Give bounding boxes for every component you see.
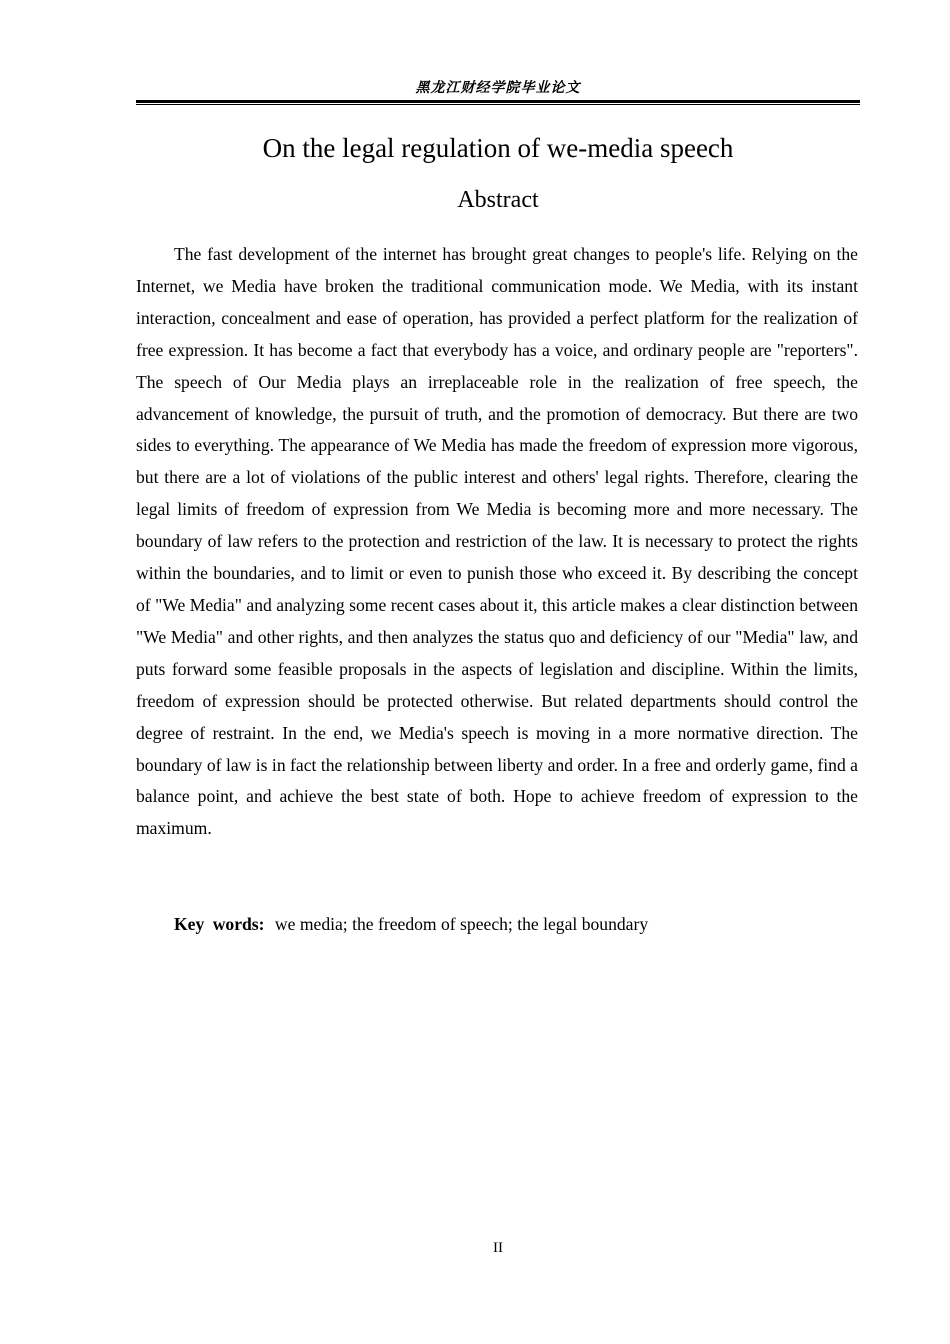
paper-title: On the legal regulation of we-media speech [262, 133, 734, 163]
abstract-heading: Abstract [457, 187, 539, 213]
keywords-line [174, 909, 858, 939]
keywords-label: Key words: [174, 914, 265, 934]
page-header-institution: 黑龙江财经学院毕业论文 [415, 80, 581, 96]
header-rule-thick [136, 100, 860, 103]
keywords-value: we media; the freedom of speech; the legal boundary [274, 914, 649, 934]
header-rule-thin [136, 104, 860, 105]
abstract-body: The fast development of the internet has brought great changes to people's life. Relying on the Internet, we Media have broken the traditional communication mode. We Media, with its instant interaction, concealment and ease of operation, has provided a perfect platform for the realization of free expression. It has become a fact that everybody has a voice, and ordinary people are "reporters". The speech of Our Media plays an irreplaceable role in the realization of free speech, the advancement of knowledge, the pursuit of truth, and the promotion of democracy. But there are two sides to everything. The appearance of We Media has made the freedom of expression more vigorous, but there are a lot of violations of the public interest and others' legal rights. Therefore, clearing the legal limits of freedom of expression from We Media is becoming more and more necessary. The boundary of law refers to the protection and restriction of the law. It is necessary to protect the rights within the boundaries, and to limit or even to punish those who exceed it. By describing the concept of "We Media" and analyzing some recent cases about it, this article makes a clear distinction between "We Media" and other rights, and then analyzes the status quo and deficiency of our "Media" law, and puts forward some feasible proposals in the aspects of legislation and discipline. Within the limits, freedom of expression should be protected otherwise. But related departments should control the degree of restraint. In the end, we Media's speech is moving in a more normative direction. The boundary of law is in fact the relationship between liberty and order. In a free and orderly game, find a balance point, and achieve the best state of both. Hope to achieve freedom of expression to the maximum. [136, 244, 858, 839]
page-number: II [493, 1240, 503, 1256]
